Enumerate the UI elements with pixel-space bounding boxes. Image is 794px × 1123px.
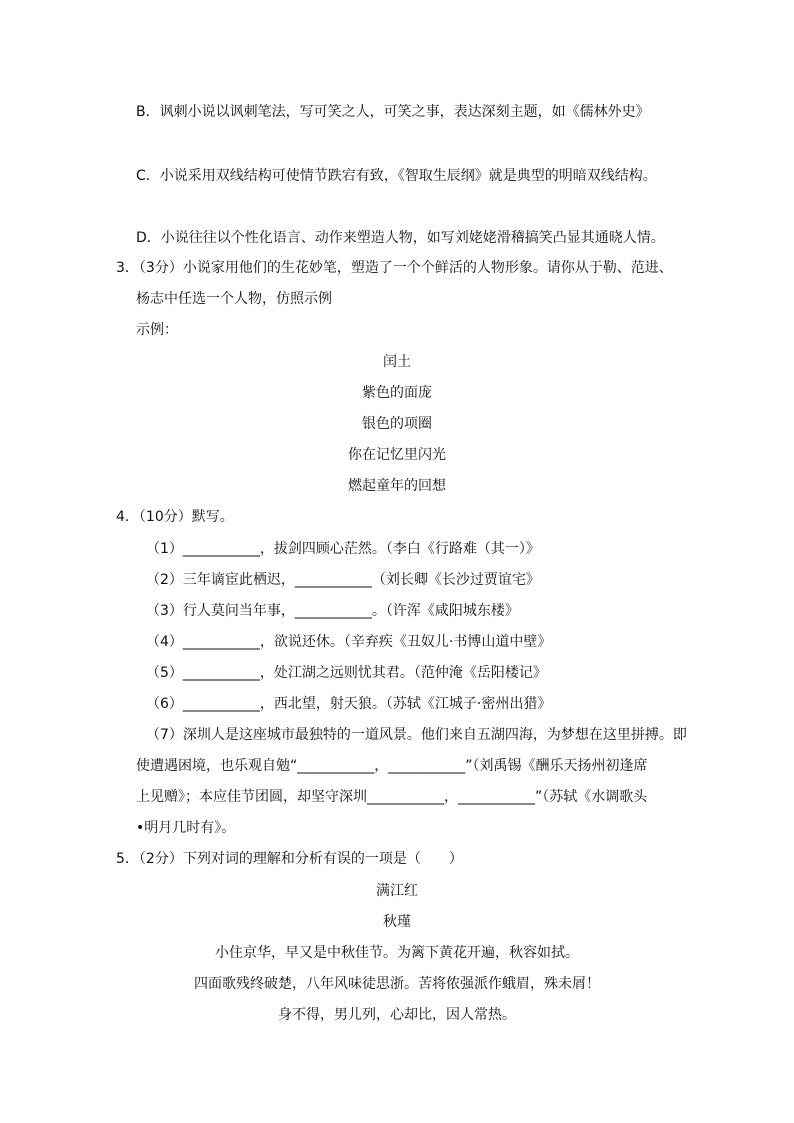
dictation-item: （3）行人莫问当年事，___________。（许浑《咸阳城东楼》: [146, 603, 519, 619]
option-b: B．讽刺小说以讽刺笔法，写可笑之人，可笑之事，表达深刻主题，如《儒林外史》: [136, 104, 650, 120]
example-poem-line: 银色的项圈: [362, 416, 432, 432]
poem-line: 身不得，男儿列，心却比，因人常热。: [278, 1007, 516, 1023]
question-3-line-2: 杨志中任选一个人物，仿照示例: [136, 291, 332, 307]
dictation-item: •明月几时有》。: [136, 820, 236, 836]
dictation-item: （2）三年谪宦此栖迟，___________（刘长卿《长沙过贾谊宅》: [146, 572, 540, 588]
poem-line: 小住京华，早又是中秋佳节。为篱下黄花开遍，秋容如拭。: [215, 945, 579, 961]
poem-line: 四面歌残终破楚，八年风味徒思浙。苦将侬强派作蛾眉，殊未屑！: [194, 976, 600, 992]
example-poem-line: 闰土: [383, 354, 411, 370]
dictation-item: （1）___________，拔剑四顾心茫然。（李白《行路难（其一）》: [146, 541, 540, 557]
dictation-item: 上见赠》；本应佳节团圆，却坚守深圳___________，___________”（苏轼《水调歌头: [136, 789, 648, 805]
example-label: 示例：: [136, 322, 178, 338]
question-4-title: 4．（10分）默写。: [116, 509, 234, 525]
question-3-line-1: 3．（3分）小说家用他们的生花妙笔，塑造了一个个鲜活的人物形象。请你从于勒、范进、: [116, 260, 673, 276]
dictation-item: （6）___________，西北望，射天狼。（苏轼《江城子·密州出猎》: [146, 696, 552, 712]
dictation-item: （5）___________，处江湖之远则忧其君。（范仲淹《岳阳楼记》: [146, 665, 547, 681]
question-5-title: 5．（2分）下列对词的理解和分析有误的一项是（ ）: [116, 851, 463, 867]
example-poem-line: 燃起童年的回想: [348, 478, 446, 494]
dictation-item: 使遭遇困境，也乐观自勉“___________，___________”（刘禹锡《酬乐天扬州初逢席: [136, 758, 648, 774]
option-c: C．小说采用双线结构可使情节跌宕有致，《智取生辰纲》就是典型的明暗双线结构。: [136, 168, 657, 184]
dictation-item: （4）___________，欲说还休。（辛弃疾《丑奴儿·书博山道中壁》: [146, 634, 552, 650]
example-poem-line: 紫色的面庞: [362, 385, 432, 401]
poem-author: 秋瑾: [383, 914, 411, 930]
poem-title: 满江红: [376, 883, 418, 899]
dictation-item: （7）深圳人是这座城市最独特的一道风景。他们来自五湖四海，为梦想在这里拼搏。即: [146, 727, 687, 743]
example-poem-line: 你在记忆里闪光: [348, 447, 446, 463]
option-d: D．小说往往以个性化语言、动作来塑造人物，如写刘姥姥滑稽搞笑凸显其通晓人情。: [136, 230, 665, 246]
